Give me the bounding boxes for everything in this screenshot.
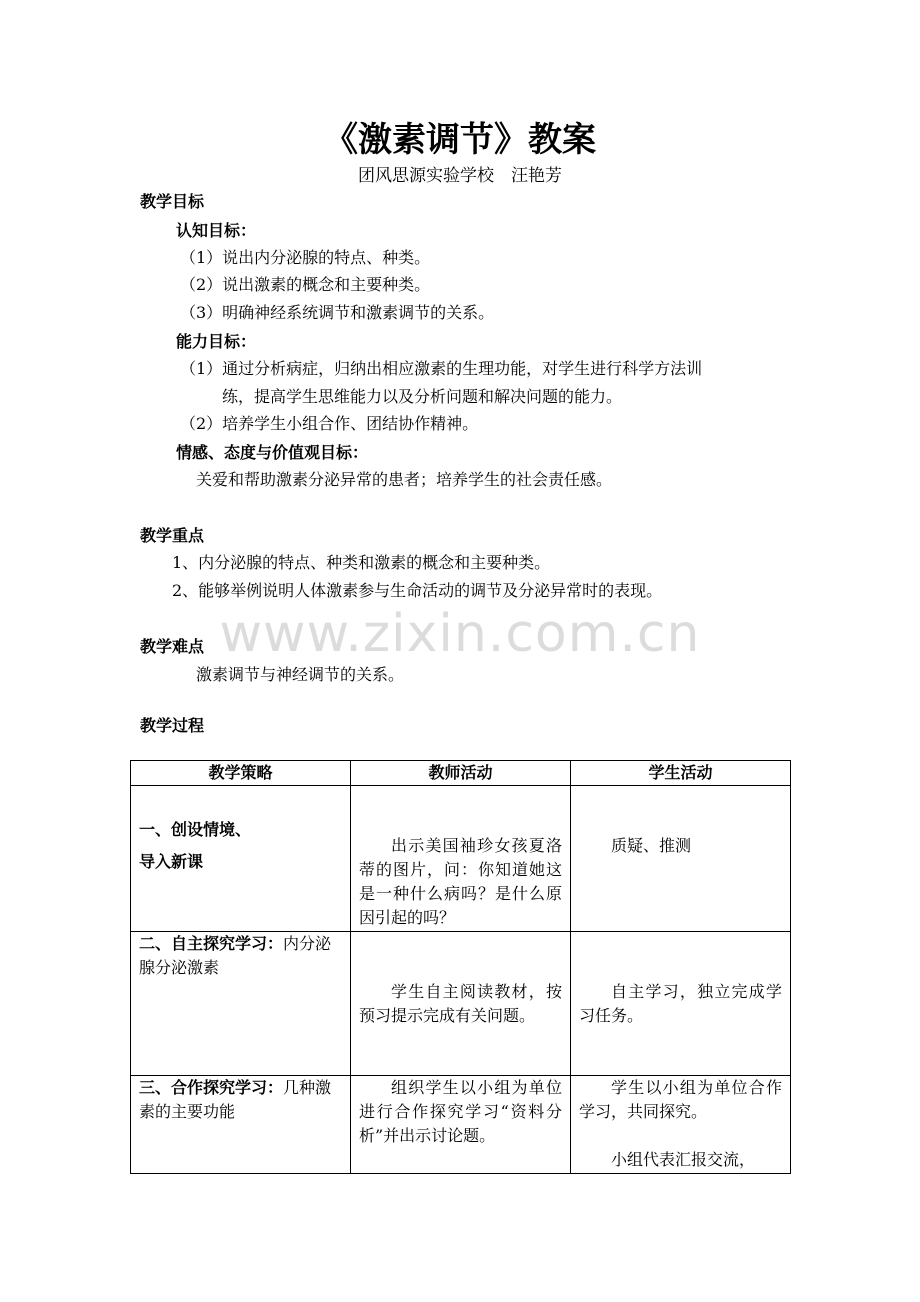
student-cell xyxy=(571,932,791,1076)
teacher-cell xyxy=(351,932,571,1076)
column-header-teacher: 教师活动 xyxy=(351,761,571,786)
table-row xyxy=(131,932,791,1076)
key-point-2: 2、能够举例说明人体激素参与生命活动的调节及分泌异常时的表现。 xyxy=(172,581,663,600)
cognitive-item-3: （3）明确神经系统调节和激素调节的关系。 xyxy=(180,303,495,322)
ability-item-1-line-2: 练，提高学生思维能力以及分析问题和解决问题的能力。 xyxy=(222,387,623,406)
strategy-rest: 几种激素的主要功能 xyxy=(139,1078,332,1121)
column-header-strategy: 教学策略 xyxy=(131,761,351,786)
student-activity: 自主学习，独立完成学习任务。 xyxy=(579,982,782,1025)
student-activity: 质疑、推测 xyxy=(611,836,692,855)
strategy-line-2: 导入新课 xyxy=(139,852,204,871)
strategy-bold: 三、合作探究学习： xyxy=(139,1078,284,1097)
emotion-heading: 情感、态度与价值观目标： xyxy=(176,443,369,462)
strategy-cell xyxy=(131,1076,351,1174)
table-row xyxy=(131,1076,791,1174)
key-point-1: 1、内分泌腺的特点、种类和激素的概念和主要种类。 xyxy=(172,553,551,572)
teacher-activity: 组织学生以小组为单位进行合作探究学习“资料分析”并出示讨论题。 xyxy=(359,1078,562,1145)
objectives-heading: 教学目标 xyxy=(140,192,205,211)
teaching-process-table xyxy=(130,760,791,1174)
ability-item-1-line-1: （1）通过分析病症，归纳出相应激素的生理功能，对学生进行科学方法训 xyxy=(180,359,703,378)
cognitive-item-1: （1）说出内分泌腺的特点、种类。 xyxy=(180,248,431,267)
cognitive-item-2: （2）说出激素的概念和主要种类。 xyxy=(180,275,431,294)
teacher-cell xyxy=(351,1076,571,1174)
teacher-cell xyxy=(351,786,571,932)
difficulty-text: 激素调节与神经调节的关系。 xyxy=(196,665,405,684)
teacher-activity: 学生自主阅读教材，按预习提示完成有关问题。 xyxy=(359,982,562,1025)
strategy-cell xyxy=(131,932,351,1076)
student-activity-1: 学生以小组为单位合作学习，共同探究。 xyxy=(579,1078,782,1121)
student-cell xyxy=(571,1076,791,1174)
ability-item-2: （2）培养学生小组合作、团结协作精神。 xyxy=(180,414,479,433)
student-activity-2: 小组代表汇报交流， xyxy=(611,1150,756,1169)
table-row xyxy=(131,786,791,932)
strategy-bold: 二、自主探究学习： xyxy=(139,934,284,953)
cognitive-heading: 认知目标： xyxy=(176,221,257,240)
student-cell xyxy=(571,786,791,932)
table-header-row xyxy=(131,761,791,786)
strategy-cell xyxy=(131,786,351,932)
difficulty-heading: 教学难点 xyxy=(140,637,205,656)
document-subtitle: 团风思源实验学校 汪艳芳 xyxy=(358,166,562,186)
process-heading: 教学过程 xyxy=(140,716,205,735)
document-title: 《激素调节》教案 xyxy=(324,120,596,160)
strategy-rest: 内分泌腺分泌激素 xyxy=(139,934,332,977)
teacher-activity: 出示美国袖珍女孩夏洛蒂的图片，问：你知道她这是一种什么病吗？是什么原因引起的吗？ xyxy=(359,836,562,927)
column-header-student: 学生活动 xyxy=(571,761,791,786)
ability-heading: 能力目标： xyxy=(176,332,257,351)
emotion-text: 关爱和帮助激素分泌异常的患者；培养学生的社会责任感。 xyxy=(196,470,613,489)
watermark: www.zixin.com.cn xyxy=(219,604,701,664)
key-points-heading: 教学重点 xyxy=(140,526,205,545)
strategy-line-1: 一、创设情境、 xyxy=(139,820,252,839)
